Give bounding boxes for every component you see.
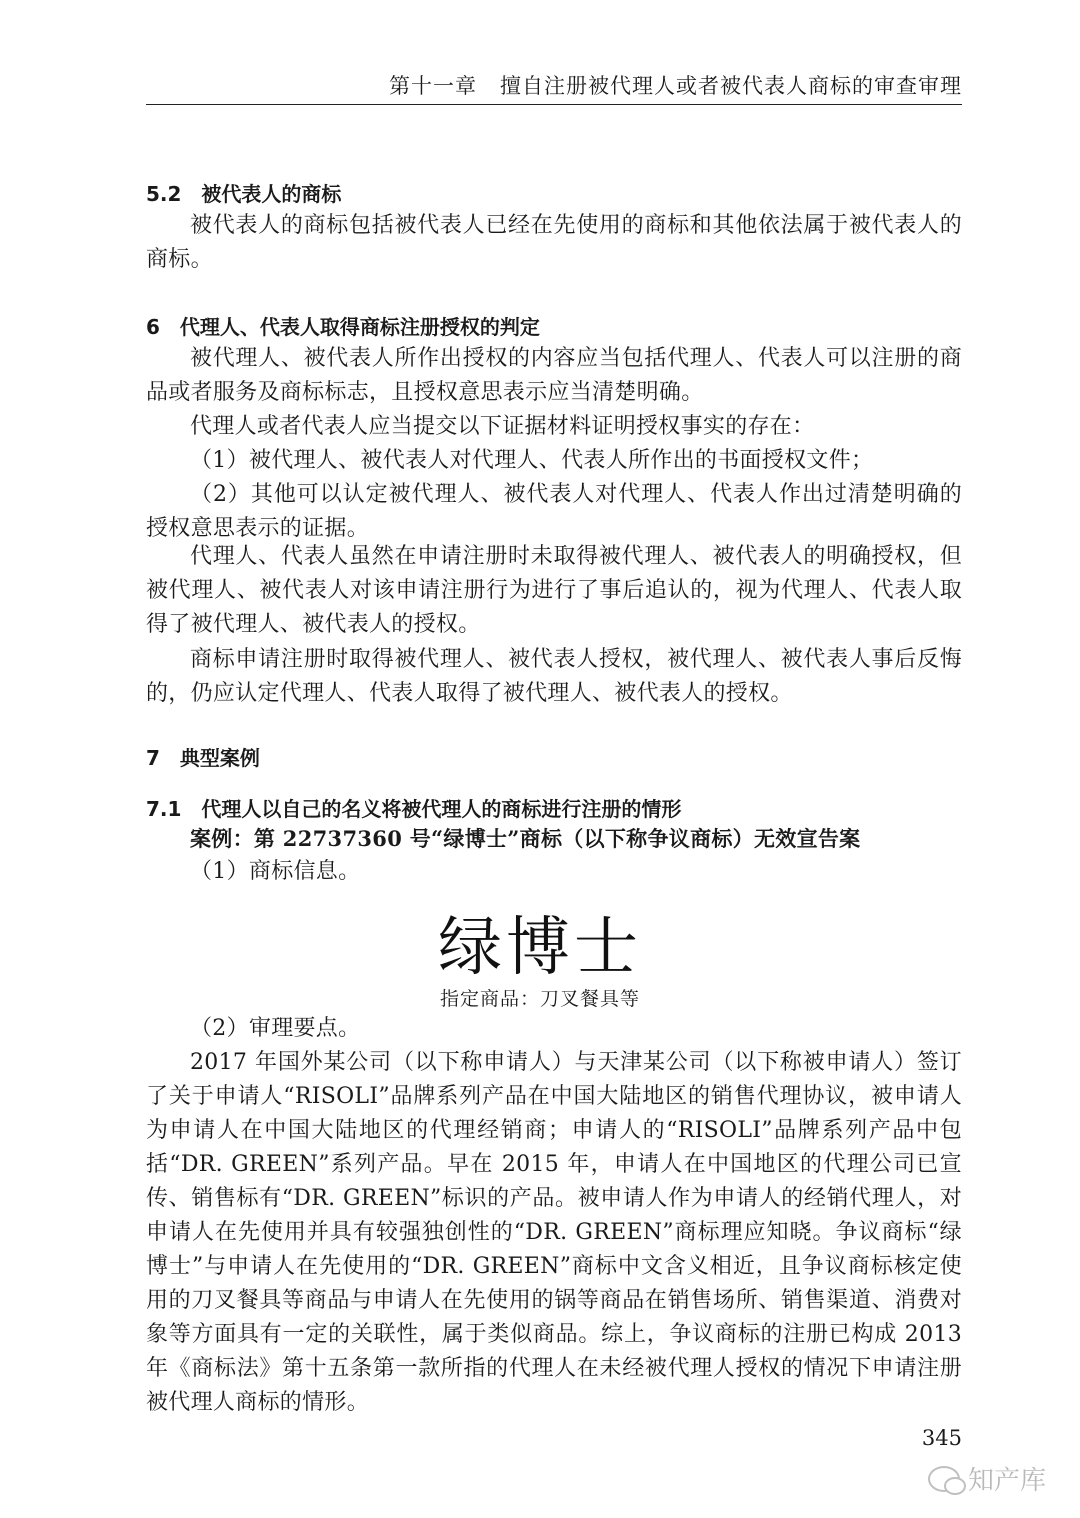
trademark-info-label: （1）商标信息。 (190, 859, 361, 884)
section-heading-5-2: 5.2 被代表人的商标 (146, 182, 342, 206)
paragraph: 被代表人的商标包括被代表人已经在先使用的商标和其他依法属于被代表人的商标。 (146, 213, 962, 272)
review-points-label: （2）审理要点。 (190, 1016, 361, 1041)
page-number: 345 (921, 1426, 962, 1450)
wechat-icon (928, 1466, 960, 1492)
header-chapter: 第十一章 (388, 74, 477, 98)
paragraph: 商标申请注册时取得被代理人、被代表人授权，被代理人、被代表人事后反悔的，仍应认定代理人、代表人取得了被代理人、被代表人的授权。 (146, 647, 962, 706)
running-header (146, 70, 962, 100)
case-title: 案例：第 22737360 号“绿博士”商标（以下称争议商标）无效宣告案 (190, 826, 861, 851)
paragraph: 代理人、代表人虽然在申请注册时未取得被代理人、被代表人的明确授权，但被代理人、被代表人对该申请注册行为进行了事后追认的，视为代理人、代表人取得了被代理人、被代表人的授权。 (146, 544, 962, 637)
watermark-text: 知产库 (968, 1466, 1047, 1496)
watermark (928, 1460, 1046, 1497)
section-heading-7-1: 7.1 代理人以自己的名义将被代理人的商标进行注册的情形 (146, 797, 682, 821)
logo-caption: 指定商品：刀叉餐具等 (439, 988, 640, 1010)
section-heading-7: 7 典型案例 (146, 746, 260, 770)
header-title: 擅自注册被代理人或者被代表人商标的审查审理 (500, 74, 962, 98)
paragraph: 代理人或者代表人应当提交以下证据材料证明授权事实的存在： (190, 414, 815, 439)
paragraph: 被代理人、被代表人所作出授权的内容应当包括代理人、代表人可以注册的商品或者服务及商标标志，且授权意思表示应当清楚明确。 (146, 346, 962, 405)
trademark-logo: 绿博士 (438, 911, 642, 985)
list-item: （1）被代理人、被代表人对代理人、代表人所作出的书面授权文件； (190, 448, 874, 473)
list-item: （2）其他可以认定被代理人、被代表人对代理人、代表人作出过清楚明确的授权意思表示的证据。 (146, 482, 962, 541)
section-heading-6: 6 代理人、代表人取得商标注册授权的判定 (146, 315, 540, 339)
header-rule (146, 104, 962, 105)
case-body-paragraph: 2017 年国外某公司（以下称申请人）与天津某公司（以下称被申请人）签订了关于申请人“RISOLI”品牌系列产品在中国大陆地区的销售代理协议，被申请人为申请人在中国大陆地区的代理经销商；申请人的“RISOLI”品牌系列产品中包括“DR. GREEN”系列产品。早在 2015 年，申请人在中国地区的代理公司已宣传、销售标有“DR. GREEN”标识的产品。被申请人作为申请人的经销代理人，对申请人在先使用并具有较强独创性的“DR. GREEN”商标理应知晓。争议商标“绿博士”与申请人在先使用的“DR. GREEN”商标中文含义相近，且争议商标核定使用的刀叉餐具等商品与申请人在先使用的锅等商品在销售场所、销售渠道、消费对象等方面具有一定的关联性，属于类似商品。综上，争议商标的注册已构成 2013 年《商标法》第十五条第一款所指的代理人在未经被代理人授权的情况下申请注册被代理人商标的情形。 (146, 1050, 962, 1415)
